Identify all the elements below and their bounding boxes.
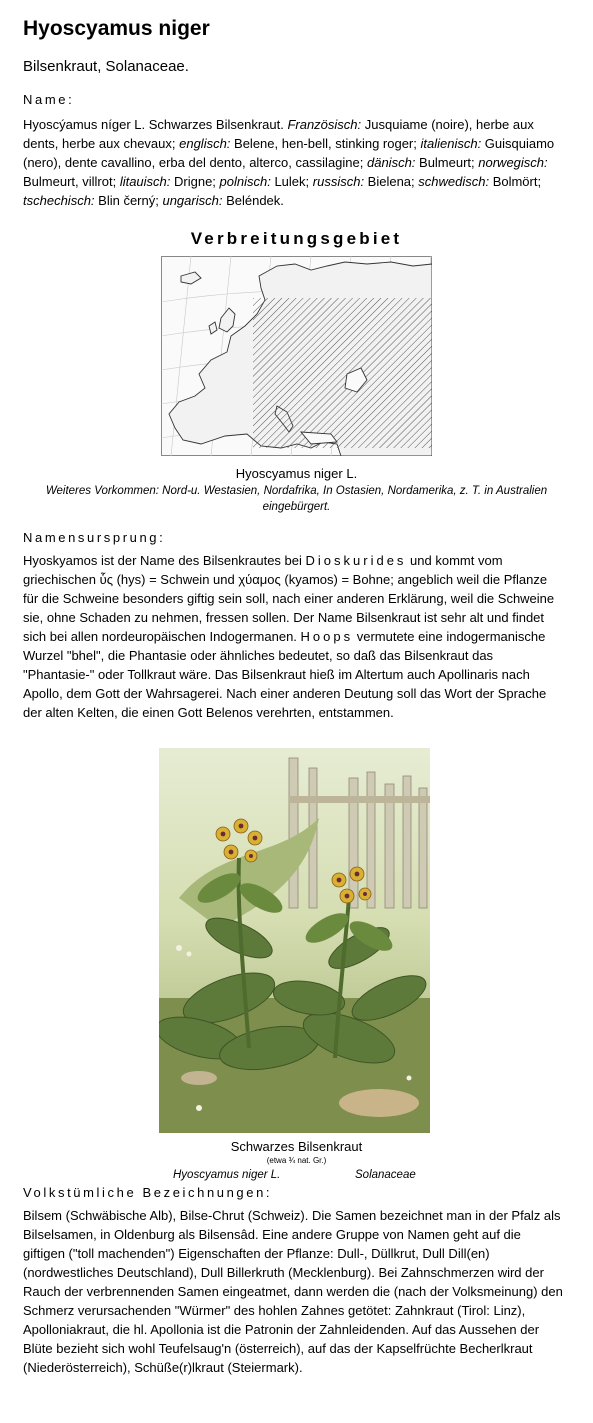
text-segment: Guisquiamo (nero), dente cavallino, erba del dento, alterco, cassilagine;: [23, 136, 555, 170]
text-segment: Bielena;: [364, 174, 419, 189]
text-segment: Bolmört;: [489, 174, 542, 189]
language-label: schwedisch:: [418, 174, 490, 189]
text-segment: Belene, hen-bell, stinking roger;: [230, 136, 421, 151]
illustration-family: Solanaceae: [355, 1169, 416, 1181]
text-segment: und kommt vom griechischen ὗς (hys) = Schwein und χύαμος (kyamos) = Bohne; angeblich weil die Pflanze für die Schweine besonders giftig sein soll, nach einer anderen Erklärung, weil die Schweine sie, ohne Schaden zu nehmen, fressen sollen. Der Name Bilsenkraut ist sehr alt und findet sich bei allen nordeuropäischen Indogermanen.: [23, 553, 555, 644]
text-segment: Lulek;: [270, 174, 313, 189]
map-caption: Hyoscyamus niger L.: [235, 466, 358, 481]
text-segment: Bulmeurt;: [415, 155, 479, 170]
text-segment: Hyoskyamos ist der Name des Bilsenkrautes bei: [23, 553, 306, 568]
distribution-heading: Verbreitungsgebiet: [190, 229, 403, 248]
spaced-author-name: Hoops: [300, 629, 354, 644]
illustration-latin-name: Hyoscyamus niger L.: [173, 1169, 281, 1181]
text-segment: Hyoscýamus níger L. Schwarzes Bilsenkraut.: [23, 117, 288, 132]
language-label: englisch:: [179, 136, 231, 151]
illustration-caption: Schwarzes Bilsenkraut: [230, 1139, 363, 1154]
illustration-scale: (etwa ¾ nat. Gr.): [266, 1156, 327, 1165]
text-segment: Blin černý;: [94, 193, 163, 208]
language-label: russisch:: [312, 174, 365, 189]
language-label: polnisch:: [219, 174, 271, 189]
text-segment: Bulmeurt, villrot;: [23, 174, 120, 189]
language-label: ungarisch:: [162, 193, 223, 208]
page-title: Hyoscyamus niger: [23, 17, 210, 40]
name-heading: Name:: [23, 92, 75, 107]
text-segment: Drigne;: [170, 174, 220, 189]
folk-names-paragraph: Bilsem (Schwäbische Alb), Bilse-Chrut (Schweiz). Die Samen bezeichnet man in der Pfalz als Bilselsamen, in Oldenburg als Bilsensâd. Eine andere Gruppe von Namen geht auf die giftigen ("toll machenden") Eigenschaften der Pflanze: Dull-, Düllkrut, Dull Dill(en) (nordwestliches Deutschland), Dull Billerkruth (Mecklenburg). Bei Zahnschmerzen wird der Rauch der verbrennenden Samen eingeatmet, dann werden die (nach der Volksmeinung) den Schmerz verursachenden "Würmer" des hohlen Zahnes getötet: Zahnkraut (Tirol: Linz), Apolloniakraut, die hl. Apollonia ist die Patronin der Zahnleidenden. Auf das Aussehen der Blüte bezieht sich wohl Teufelsaug'n (österreich), auf das der Kapselfrüchte Becherlkraut (Niederösterreich), Schüße(r)lkraut (Steiermark).: [23, 1208, 563, 1375]
language-label: dänisch:: [366, 155, 416, 170]
folk-names-heading: Volkstümliche Bezeichnungen:: [23, 1185, 273, 1200]
distribution-map: [161, 256, 432, 456]
origin-heading: Namensursprung:: [23, 530, 166, 545]
language-label: tschechisch:: [23, 193, 95, 208]
language-label: litauisch:: [119, 174, 171, 189]
map-note: Weiteres Vorkommen: Nord-u. Westasien, Nordafrika, In Ostasien, Nordamerika, z. T. in Australien eingebürgert.: [45, 485, 548, 513]
spaced-author-name: Dioskurides: [305, 553, 407, 568]
language-label: Französisch:: [287, 117, 362, 132]
text-segment: Beléndek.: [222, 193, 284, 208]
text-segment: vermutete eine indogermanische Wurzel "bhel", die Phantasie oder ähnliches bedeutet, so daß das Bilsenkraut das "Phantasie-" oder Tollkraut wäre. Das Bilsenkraut hieß im Altertum auch Apollinaris nach Apollo, dem Gott der Wahrsagerei. Nach einer anderen Deutung soll das Wort der Sprache der alten Kelten, die einen Gott Belenos verehrten, entstammen.: [23, 629, 547, 720]
language-label: italienisch:: [420, 136, 482, 151]
origin-paragraph: [23, 551, 563, 722]
name-paragraph: [23, 115, 563, 210]
plant-illustration: [159, 748, 430, 1133]
page-subtitle: Bilsenkraut, Solanaceae.: [23, 58, 189, 75]
language-label: norwegisch:: [478, 155, 548, 170]
text-segment: Jusquiame (noire), herbe aux dents, herbe aux chevaux;: [23, 117, 534, 151]
